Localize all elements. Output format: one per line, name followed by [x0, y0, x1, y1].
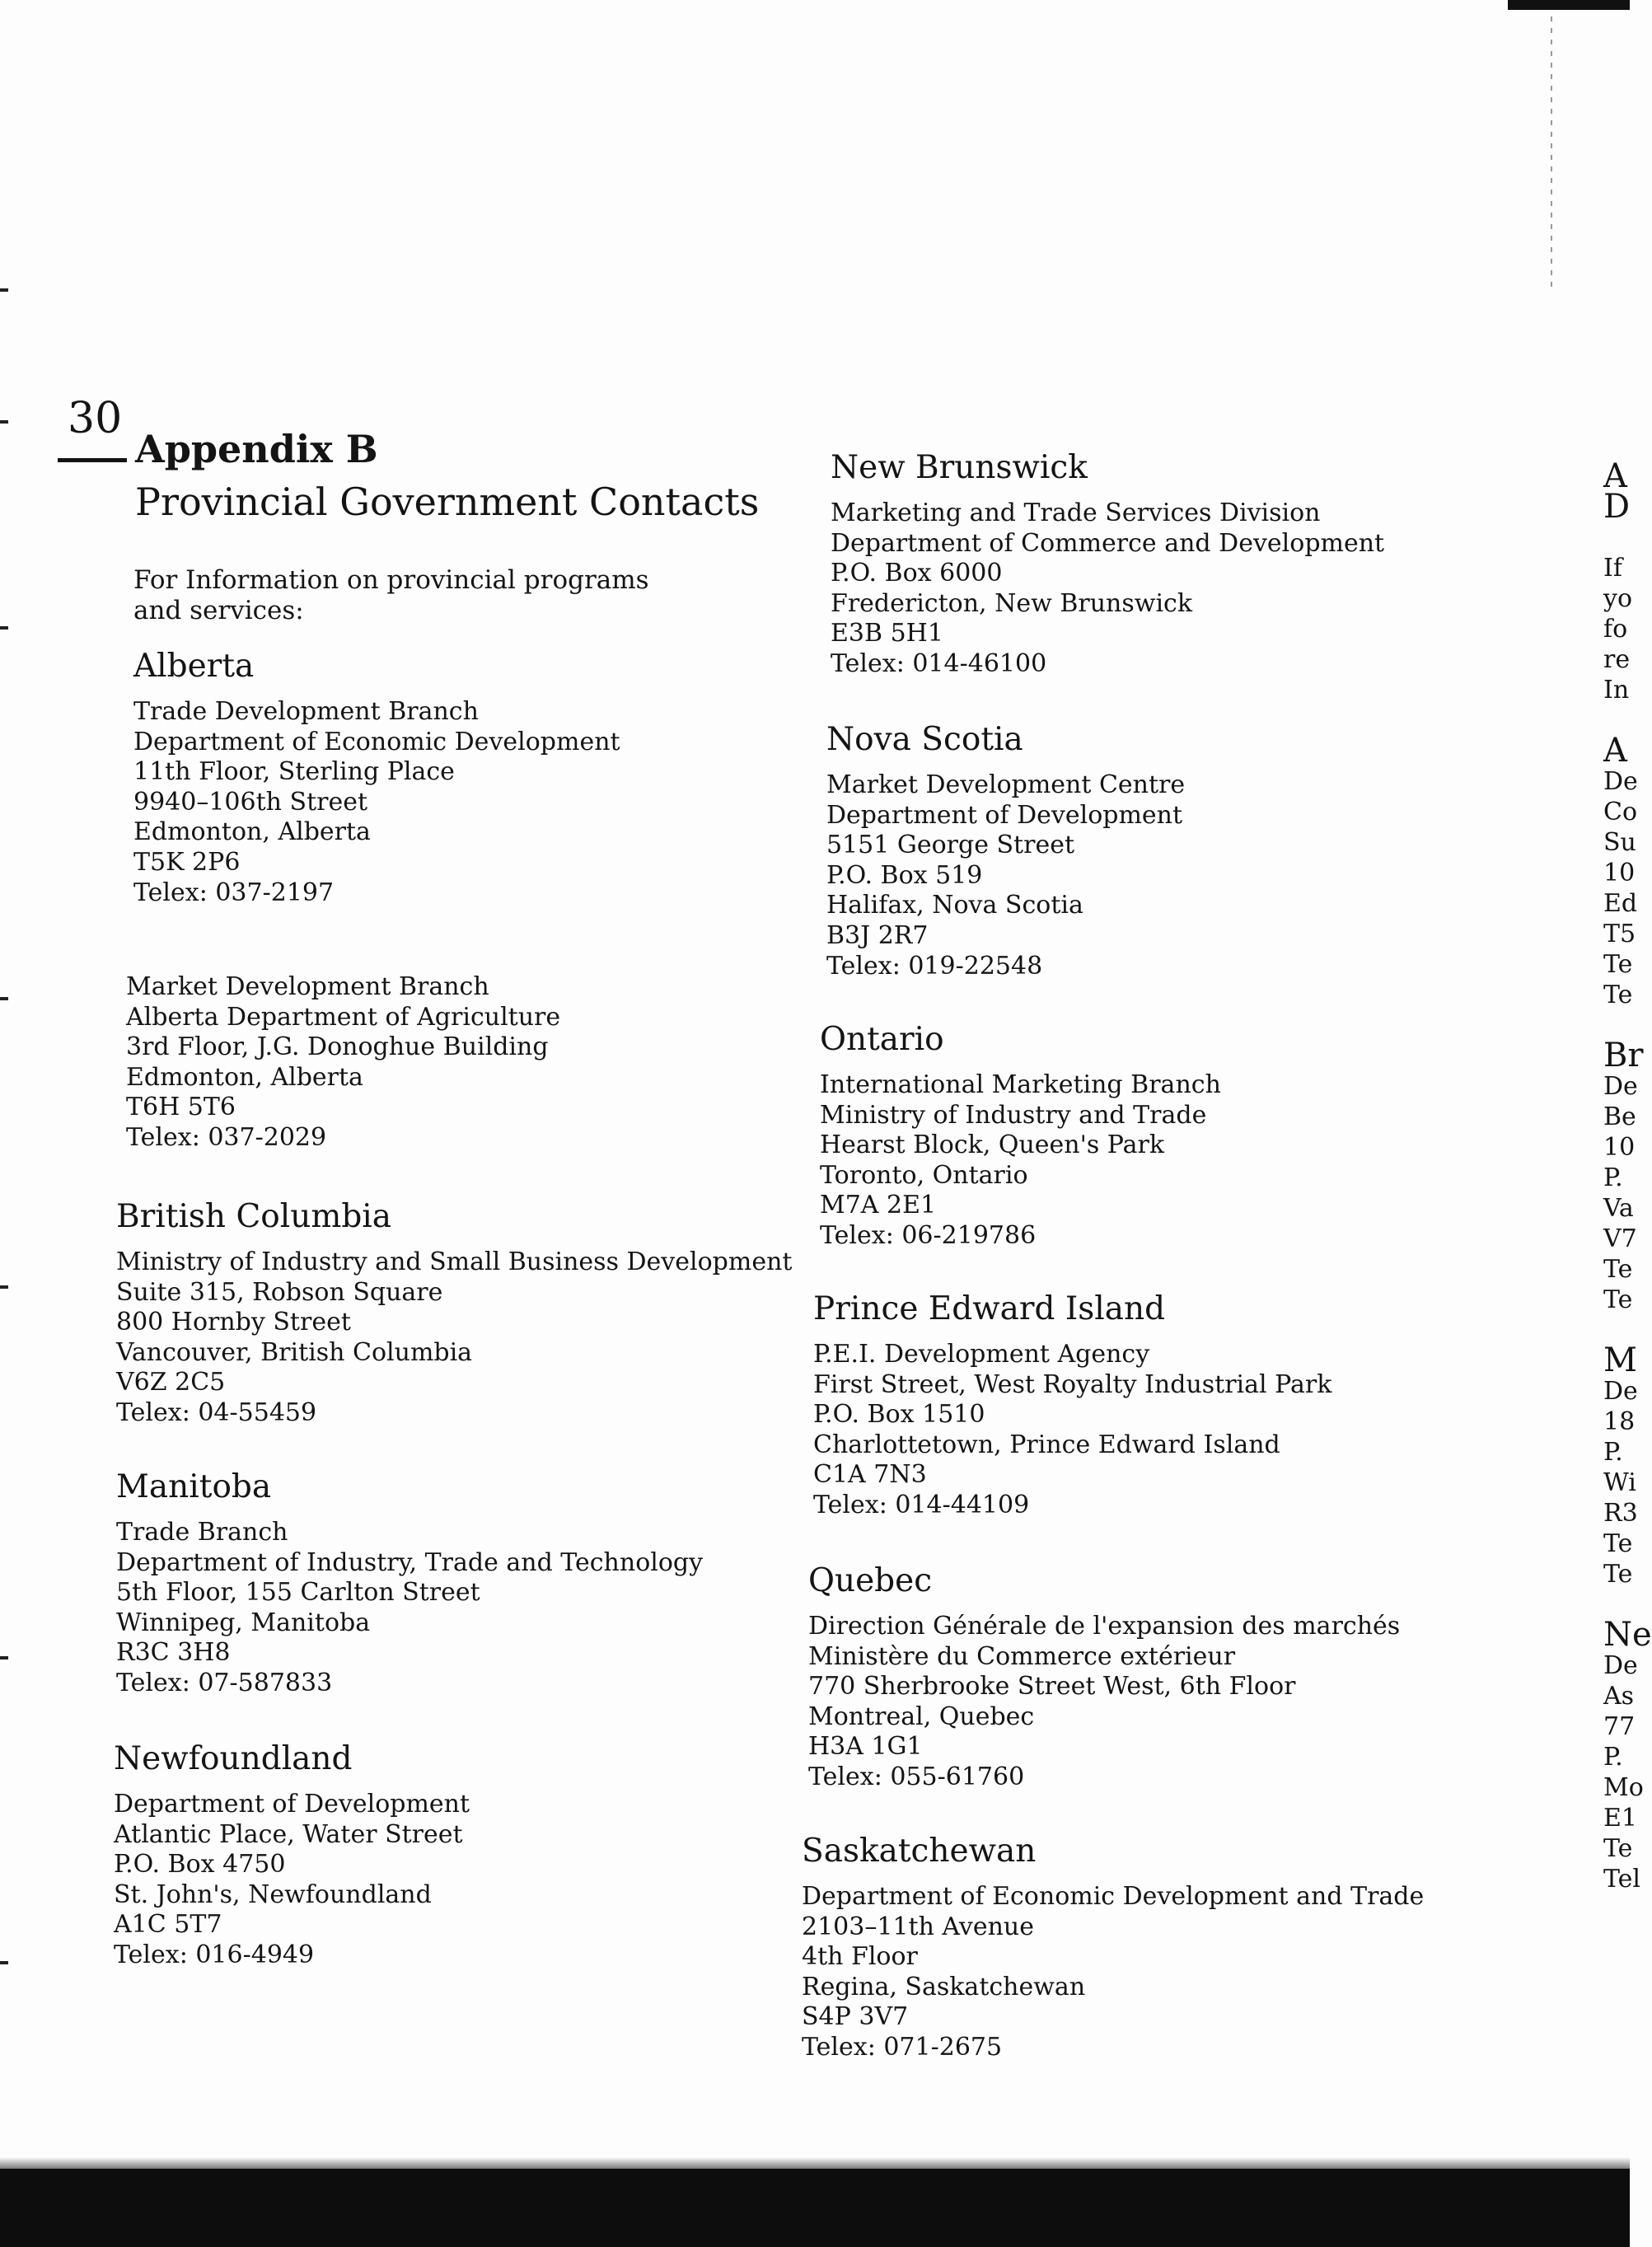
contact-line: Montreal, Quebec [808, 1702, 1035, 1731]
contact-line: Telex: 07-587833 [116, 1668, 333, 1697]
contact-line: 11th Floor, Sterling Place [133, 757, 455, 787]
contact-line: Edmonton, Alberta [133, 817, 371, 847]
province-prince-edward-island [813, 1289, 1331, 1521]
clipped-text: Te [1603, 1529, 1633, 1558]
clipped-text: Va [1603, 1194, 1634, 1223]
contact-line: P.O. Box 6000 [831, 559, 1003, 588]
contact-line: P.O. Box 4750 [114, 1850, 286, 1880]
contact-line: Marketing and Trade Services Division [831, 499, 1321, 527]
contact-line: Market Development Centre [826, 770, 1186, 799]
province-newfoundland [114, 1739, 470, 1971]
page-fold-mark [1551, 16, 1552, 288]
clipped-text: Ed [1603, 889, 1638, 918]
intro-text: For Information on provincial programs and services: [133, 565, 649, 625]
contact-line: Telex: 071-2675 [802, 2032, 1003, 2062]
contact-line: Fredericton, New Brunswick [831, 588, 1193, 618]
contact-line: Halifax, Nova Scotia [826, 891, 1083, 920]
contact-line: Hearst Block, Queen's Park [820, 1131, 1165, 1160]
page-title: Provincial Government Contacts [135, 480, 760, 524]
clipped-text: Tel [1603, 1865, 1641, 1894]
contact-line: Edmonton, Alberta [126, 1062, 363, 1092]
contact-line: 5th Floor, 155 Carlton Street [116, 1578, 480, 1608]
contact-line: Department of Commerce and Development [831, 528, 1385, 558]
clipped-text: P. [1603, 1163, 1623, 1192]
contact-line: H3A 1G1 [808, 1732, 923, 1762]
clipped-text: Te [1603, 950, 1633, 979]
clipped-text: Co [1603, 798, 1638, 826]
clipped-text: T5 [1603, 920, 1636, 948]
contact-line: Ministère du Commerce extérieur [808, 1641, 1236, 1671]
contact-line: 3rd Floor, J.G. Donoghue Building [126, 1032, 549, 1062]
contact-line: P.O. Box 1510 [813, 1400, 985, 1430]
contact-line: Suite 315, Robson Square [116, 1277, 443, 1307]
clipped-text: As [1603, 1682, 1635, 1711]
clipped-text: Be [1603, 1102, 1636, 1131]
contact-line: 4th Floor [802, 1942, 918, 1972]
contact-line: C1A 7N3 [813, 1460, 927, 1490]
province-quebec [808, 1561, 1400, 1793]
clipped-text [1603, 522, 1652, 553]
clipped-text: Te [1603, 1285, 1633, 1314]
contact-line: B3J 2R7 [826, 920, 929, 950]
province-name: British Columbia [116, 1198, 392, 1235]
contact-line: Winnipeg, Manitoba [116, 1608, 371, 1637]
clipped-text: D [1603, 488, 1631, 526]
contact-line: Telex: 04-55459 [116, 1397, 317, 1427]
clipped-text: If [1603, 554, 1622, 583]
contact-line: 800 Hornby Street [116, 1308, 351, 1337]
contact-line: V6Z 2C5 [116, 1368, 226, 1397]
province-name: Prince Edward Island [813, 1290, 1166, 1327]
contact-line: Telex: 037-2197 [133, 878, 335, 907]
clipped-text: Ne [1603, 1616, 1652, 1654]
contact-line: St. John's, Newfoundland [114, 1880, 432, 1909]
contact-line: Toronto, Ontario [820, 1160, 1028, 1190]
province-name: Ontario [820, 1021, 944, 1058]
contact-line: Direction Générale de l'expansion des marchés [808, 1612, 1401, 1641]
contact-line: Telex: 06-219786 [820, 1220, 1037, 1250]
province-ontario [820, 1019, 1221, 1252]
clipped-text: Br [1603, 1037, 1644, 1074]
contact-line: Regina, Saskatchewan [802, 1972, 1086, 2001]
contact-line: Telex: 016-4949 [114, 1940, 315, 1969]
clipped-text: 18 [1603, 1407, 1636, 1436]
clipped-text: Su [1603, 828, 1636, 857]
scan-edge-top [1508, 0, 1630, 10]
contact-line: Ministry of Industry and Trade [820, 1100, 1207, 1130]
contact-line: Telex: 014-46100 [831, 648, 1047, 678]
contact-line: T5K 2P6 [133, 847, 241, 877]
contact-line: Telex: 019-22548 [826, 951, 1043, 981]
contact-line: E3B 5H1 [831, 619, 943, 648]
contact-line: 9940–106th Street [133, 787, 368, 817]
province-name: Manitoba [116, 1468, 272, 1505]
clipped-text: Te [1603, 1834, 1633, 1863]
clipped-text: Te [1603, 1255, 1633, 1284]
clipped-text: 10 [1603, 1133, 1636, 1162]
contact-line: Trade Branch [116, 1518, 288, 1547]
contact-line: A1C 5T7 [114, 1910, 222, 1940]
province-name: Saskatchewan [802, 1833, 1037, 1870]
province-name: Newfoundland [114, 1740, 353, 1777]
province-name: Alberta [133, 648, 255, 685]
contact-line: Department of Development [114, 1790, 470, 1819]
clipped-text: Mo [1603, 1773, 1644, 1802]
clipped-text: Te [1603, 1560, 1633, 1589]
province-new-brunswick [831, 447, 1384, 680]
clipped-text: re [1603, 645, 1631, 674]
contact-line: Department of Development [826, 800, 1183, 830]
contact-line: P.O. Box 519 [826, 860, 983, 890]
clipped-text: A [1603, 457, 1627, 495]
province-saskatchewan [802, 1831, 1424, 2063]
contact-line: 5151 George Street [826, 831, 1075, 860]
province-name: Nova Scotia [826, 721, 1023, 758]
contact-line: Department of Economic Development [133, 727, 620, 756]
clipped-text: Te [1603, 981, 1633, 1009]
contact-line: First Street, West Royalty Industrial Park [813, 1369, 1332, 1399]
clipped-text: M [1603, 1341, 1637, 1379]
contact-line: International Marketing Branch [820, 1070, 1221, 1099]
clipped-text: De [1603, 767, 1638, 796]
clipped-text: De [1603, 1377, 1638, 1406]
contact-line: S4P 3V7 [802, 2002, 909, 2032]
contact-line: R3C 3H8 [116, 1638, 231, 1668]
contact-line: Atlantic Place, Water Street [114, 1819, 463, 1849]
appendix-label: Appendix B [135, 427, 378, 471]
contact-line: 2103–11th Avenue [802, 1912, 1034, 1941]
clipped-text: In [1603, 676, 1630, 705]
province-nova-scotia [826, 719, 1185, 981]
contact-line: Trade Development Branch [133, 697, 479, 726]
clipped-text: 77 [1603, 1712, 1636, 1741]
contact-line: Department of Economic Development and Trade [802, 1882, 1425, 1911]
page-number: 30 [68, 394, 123, 443]
contact-line: Charlottetown, Prince Edward Island [813, 1430, 1280, 1459]
contact-line: P.E.I. Development Agency [813, 1340, 1150, 1369]
contact-line: Telex: 014-44109 [813, 1490, 1030, 1519]
alberta-agriculture-contact [126, 972, 560, 1154]
contact-line: Ministry of Industry and Small Business Development [116, 1248, 793, 1276]
contact-line: M7A 2E1 [820, 1191, 937, 1220]
contact-line: Telex: 037-2029 [126, 1122, 327, 1152]
contact-line: 770 Sherbrooke Street West, 6th Floor [808, 1672, 1296, 1702]
province-british-columbia [116, 1196, 792, 1429]
contact-line: Telex: 055-61760 [808, 1762, 1025, 1791]
page-number-rule [58, 458, 127, 462]
contact-line: Vancouver, British Columbia [116, 1337, 473, 1367]
province-alberta [133, 646, 620, 908]
clipped-text: E1 [1603, 1804, 1637, 1833]
province-name: Quebec [808, 1562, 933, 1599]
adjacent-page-clipped-column [1603, 457, 1652, 1894]
contact-line: Department of Industry, Trade and Technology [116, 1547, 704, 1577]
clipped-text: R3 [1603, 1499, 1638, 1528]
clipped-text: P. [1603, 1743, 1623, 1772]
clipped-text: V7 [1603, 1224, 1637, 1253]
clipped-text: P. [1603, 1438, 1623, 1467]
contact-line: Market Development Branch [126, 972, 489, 1001]
clipped-text: De [1603, 1651, 1638, 1680]
clipped-text: Wi [1603, 1468, 1636, 1497]
scan-edge-bottom [0, 2169, 1630, 2247]
contact-line: T6H 5T6 [126, 1093, 236, 1122]
province-name: New Brunswick [831, 449, 1088, 486]
clipped-text: De [1603, 1072, 1638, 1101]
clipped-text: yo [1603, 584, 1633, 613]
clipped-text: fo [1603, 615, 1628, 644]
contact-line: Alberta Department of Agriculture [126, 1002, 561, 1032]
clipped-text: 10 [1603, 859, 1636, 887]
province-manitoba [116, 1467, 703, 1699]
clipped-text: A [1603, 732, 1627, 770]
